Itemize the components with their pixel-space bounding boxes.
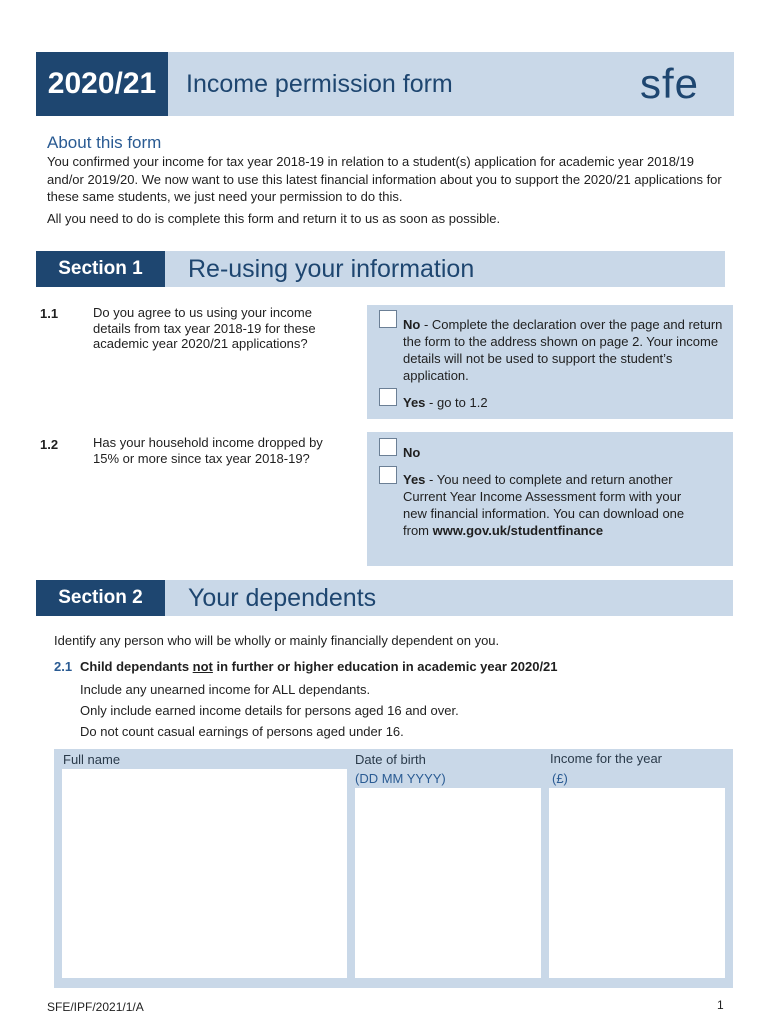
option-label: No [403,317,421,332]
question-heading [80,659,558,674]
note: Do not count casual earnings of persons aged under 16. [80,724,404,739]
column-header: Full name [63,752,121,767]
question-number: 1.1 [40,306,59,321]
option-text: - go to 1.2 [425,395,488,410]
note: Include any unearned income for ALL dependants. [80,682,371,697]
heading-part: in further or higher education in academic year 2020/21 [212,659,558,674]
column-header: Income for the year [550,751,662,766]
q1-2-yes-checkbox[interactable] [379,466,397,484]
heading-part: Child dependants [80,659,193,674]
q1-1-no-checkbox[interactable] [379,310,397,328]
option-label: Yes [403,472,426,487]
heading-emphasis: not [192,659,213,674]
section1-title: Re-using your information [188,255,475,283]
question-text: Do you agree to us using your income details from tax year 2018-19 for these academic year 2020/21 applications? [93,305,316,351]
section2-label: Section 2 [36,580,165,616]
question-number: 1.2 [40,437,59,452]
full-name-field[interactable] [62,769,347,978]
date-of-birth-field[interactable] [355,788,541,978]
studentfinance-link[interactable]: www.gov.uk/studentfinance [432,523,604,538]
form-code: SFE/IPF/2021/1/A [47,1000,144,1014]
column-subheader: (DD MM YYYY) [355,771,446,786]
section1-label: Section 1 [36,251,165,287]
question-text: Has your household income dropped by 15% or more since tax year 2018-19? [93,435,323,466]
column-subheader: (£) [552,771,568,786]
question-number: 2.1 [54,659,73,674]
section2-intro: Identify any person who will be wholly or mainly financially dependent on you. [54,633,500,648]
column-header: Date of birth [355,752,426,767]
q1-1-yes-option [403,394,488,411]
option-label: No [403,445,421,460]
option-text: - You need to complete and return another Current Year Income Assessment form with your new financial information. You can download one from [403,472,685,538]
form-title: Income permission form [186,70,453,98]
option-text: - Complete the declaration over the page and return the form to the address shown on page 2. Your income details will not be used to support the student’s application. [403,317,723,383]
q1-1-no-option [403,316,723,384]
about-instruction: All you need to do is complete this form and return it to us as soon as possible. [47,211,501,226]
page-number: 1 [717,998,724,1012]
sfe-logo: sfe [640,60,700,107]
about-heading: About this form [47,133,162,152]
section2-title: Your dependents [188,584,377,612]
note: Only include earned income details for persons aged 16 and over. [80,703,459,718]
q1-2-yes-option [403,471,708,539]
about-paragraph: You confirmed your income for tax year 2018-19 in relation to a student(s) application for academic year 2018/19 and/or 2019/20. We now want to use this latest financial information about you to support the 2020/21 applications for these same students, we just need your permission to do this. [47,154,722,204]
option-label: Yes [403,395,426,410]
q1-2-no-option [403,444,420,461]
income-field[interactable] [549,788,725,978]
q1-1-yes-checkbox[interactable] [379,388,397,406]
academic-year-badge: 2020/21 [36,52,168,116]
q1-2-no-checkbox[interactable] [379,438,397,456]
